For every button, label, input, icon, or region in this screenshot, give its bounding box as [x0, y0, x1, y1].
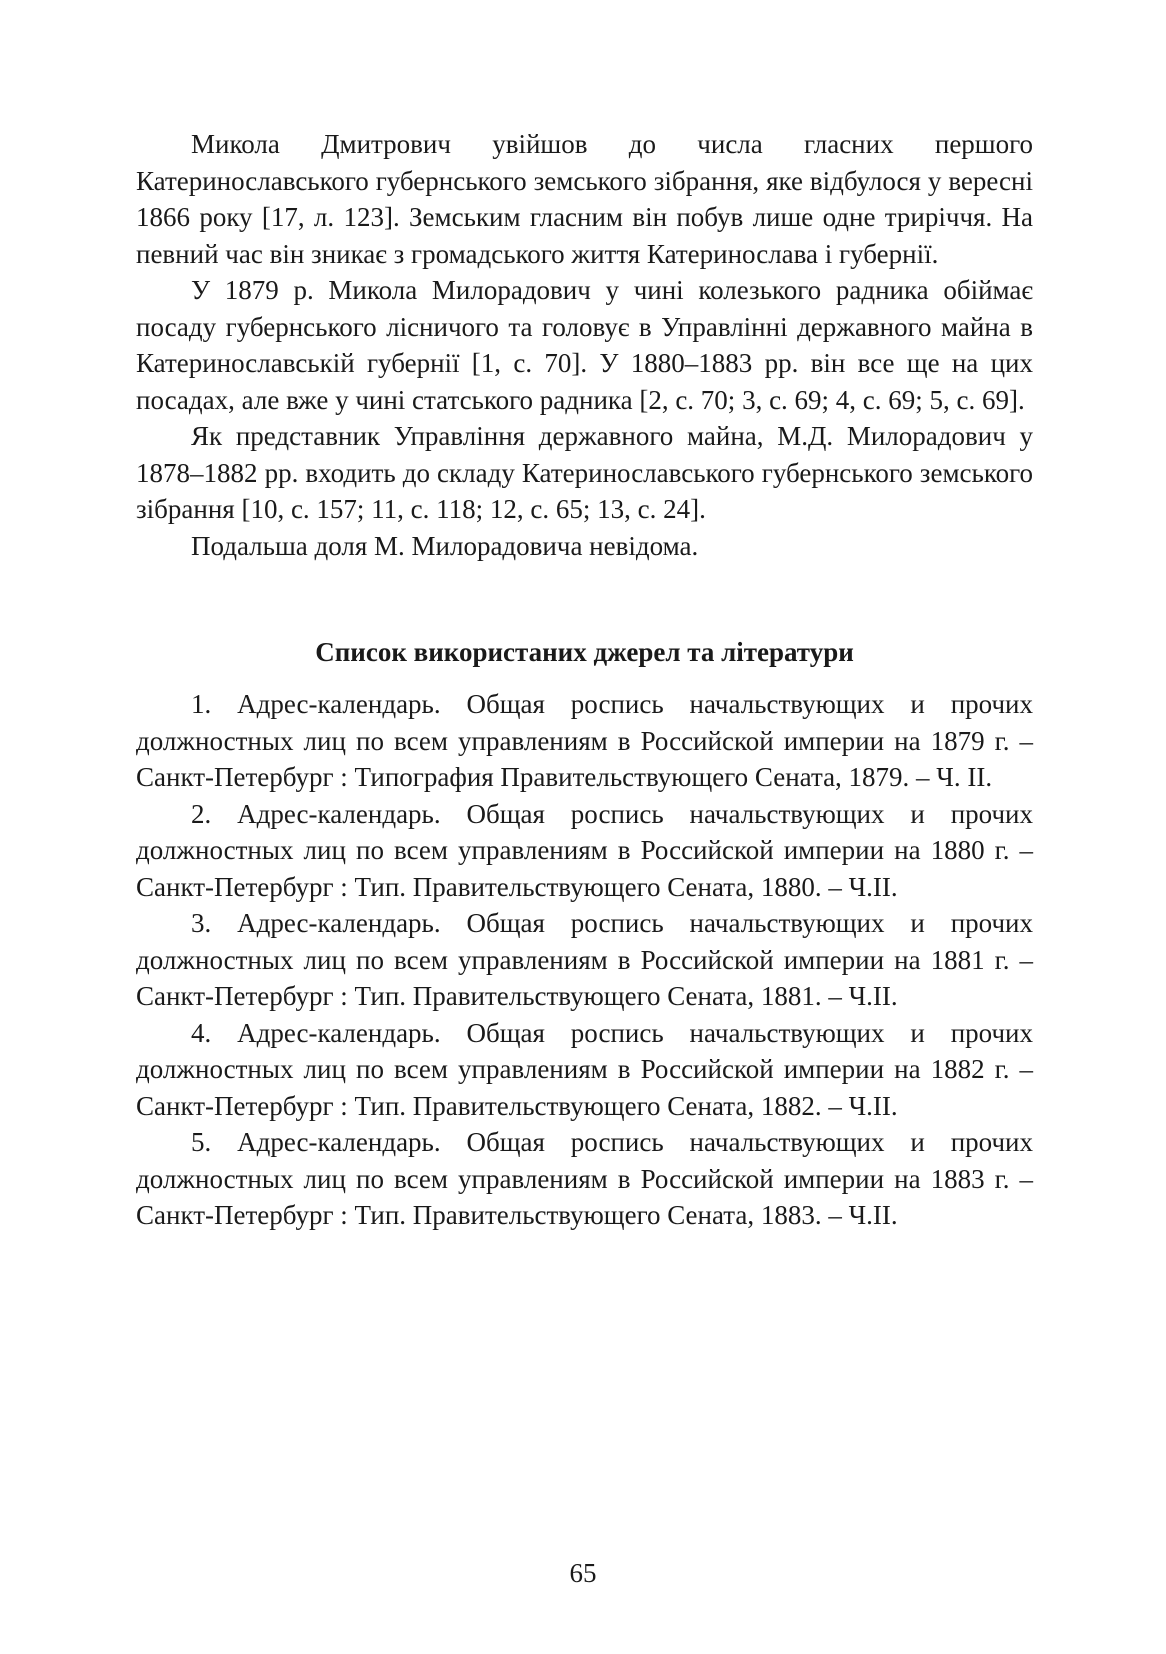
reference-item: 4. Адрес-календарь. Общая роспись начальствующих и прочих должностных лиц по всем управлениям в Российской империи на 1882 г. – Санкт-Петербург : Тип. Правительствующего Сената, 1882. – Ч.II.	[136, 1017, 1033, 1121]
page-body	[136, 126, 1033, 1234]
page-number: 65	[569, 1558, 597, 1588]
body-paragraph: Як представник Управління державного майна, М.Д. Милорадович у 1878–1882 рр. входить до складу Катеринославського губернського земського зібрання [10, с. 157; 11, с. 118; 12, с. 65; 13, с. 24].	[136, 421, 1033, 524]
references-list	[136, 686, 1033, 1234]
body-paragraph: Подальша доля М. Милорадовича невідома.	[191, 530, 699, 561]
reference-item: 3. Адрес-календарь. Общая роспись начальствующих и прочих должностных лиц по всем управлениям в Российской империи на 1881 г. – Санкт-Петербург : Тип. Правительствующего Сената, 1881. – Ч.II.	[136, 908, 1033, 1011]
reference-item: 2. Адрес-календарь. Общая роспись начальствующих и прочих должностных лиц по всем управлениям в Российской империи на 1880 г. – Санкт-Петербург : Тип. Правительствующего Сената, 1880. – Ч.II.	[136, 798, 1033, 902]
body-paragraph: У 1879 р. Микола Милорадович у чині колезького радника обіймає посаду губернського лісничого та головує в Управлінні державного майна в Катеринославській губернії [1, с. 70]. У 1880–1883 рр. він все ще на цих посадах, але вже у чині статського радника [2, с. 70; 3, с. 69; 4, с. 69; 5, с. 69].	[136, 275, 1033, 415]
reference-item: 1. Адрес-календарь. Общая роспись начальствующих и прочих должностных лиц по всем управлениям в Российской империи на 1879 г. – Санкт-Петербург : Типография Правительствующего Сената, 1879. – Ч. II.	[136, 689, 1033, 792]
references-heading: Список використаних джерел та літератури	[315, 637, 854, 667]
body-paragraph: Микола Дмитрович увійшов до числа гласних першого Катеринославського губернського земського зібрання, яке відбулося у вересні 1866 року [17, л. 123]. Земським гласним він побув лише одне триріччя. На певний час він зникає з громадського життя Катеринослава і губернії.	[136, 129, 1033, 269]
reference-item: 5. Адрес-календарь. Общая роспись начальствующих и прочих должностных лиц по всем управлениям в Российской империи на 1883 г. – Санкт-Петербург : Тип. Правительствующего Сената, 1883. – Ч.II.	[136, 1127, 1033, 1230]
